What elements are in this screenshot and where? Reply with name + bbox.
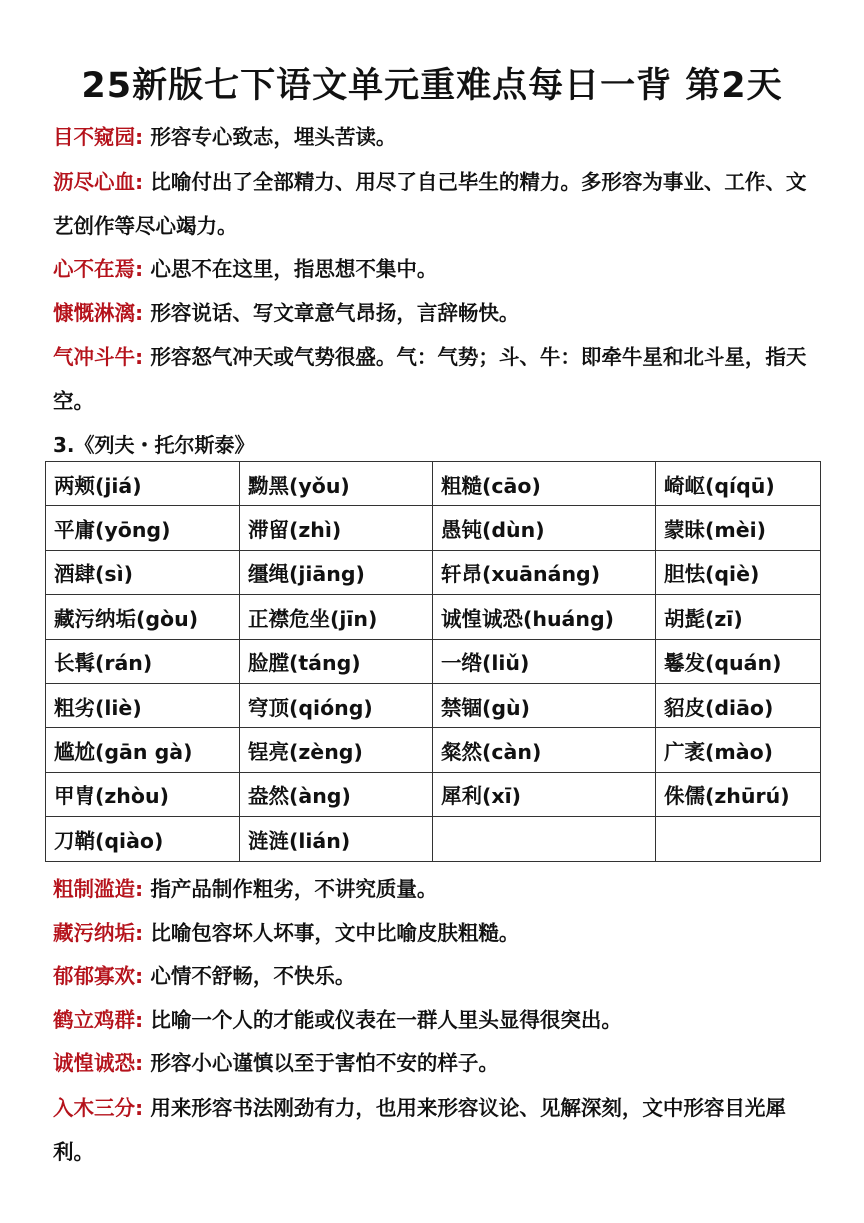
table-cell: 平庸(yōng)	[46, 506, 240, 550]
table-cell: 盎然(àng)	[240, 772, 433, 816]
table-row	[46, 595, 821, 639]
table-cell: 侏儒(zhūrú)	[656, 772, 821, 816]
idiom-entry	[53, 1041, 813, 1085]
page-title: 25新版七下语文单元重难点每日一背 第2天	[81, 66, 783, 106]
idiom-term: 心不在焉:	[53, 257, 144, 281]
idiom-term: 郁郁寡欢:	[53, 964, 144, 988]
idiom-entry	[53, 247, 813, 291]
idiom-term: 藏污纳垢:	[53, 921, 144, 945]
idiom-term: 鹤立鸡群:	[53, 1008, 144, 1032]
table-cell: 禁锢(gù)	[433, 683, 656, 727]
table-cell: 锃亮(zèng)	[240, 728, 433, 772]
idiom-entry	[53, 998, 813, 1042]
table-cell: 甲胄(zhòu)	[46, 772, 240, 816]
idiom-entry	[53, 160, 813, 248]
idiom-entry	[53, 335, 813, 423]
table-cell: 正襟危坐(jīn)	[240, 595, 433, 639]
table-row	[46, 817, 821, 861]
table-cell: 愚钝(dùn)	[433, 506, 656, 550]
table-cell: 貂皮(diāo)	[656, 683, 821, 727]
idiom-term: 诚惶诚恐:	[53, 1051, 144, 1075]
table-cell: 胆怯(qiè)	[656, 550, 821, 594]
table-cell: 尴尬(gān gà)	[46, 728, 240, 772]
idiom-entry	[53, 115, 813, 159]
table-cell: 黝黑(yǒu)	[240, 462, 433, 506]
idiom-term: 入木三分:	[53, 1096, 144, 1120]
idiom-definition: 心情不舒畅，不快乐。	[150, 964, 356, 988]
idiom-definition: 比喻包容坏人坏事，文中比喻皮肤粗糙。	[150, 921, 520, 945]
table-cell: 酒肆(sì)	[46, 550, 240, 594]
table-cell: 藏污纳垢(gòu)	[46, 595, 240, 639]
table-cell: 涟涟(lián)	[240, 817, 433, 861]
table-cell	[656, 817, 821, 861]
idiom-entry	[53, 911, 813, 955]
table-cell: 脸膛(táng)	[240, 639, 433, 683]
table-row	[46, 506, 821, 550]
table-cell: 一绺(liǔ)	[433, 639, 656, 683]
table-cell: 犀利(xī)	[433, 772, 656, 816]
table-cell: 穹顶(qióng)	[240, 683, 433, 727]
idiom-term: 慷慨淋漓:	[53, 301, 144, 325]
idiom-term: 沥尽心血:	[53, 170, 144, 194]
table-cell: 长髯(rán)	[46, 639, 240, 683]
vocabulary-table	[45, 461, 821, 862]
idiom-term: 粗制滥造:	[53, 877, 144, 901]
table-cell: 刀鞘(qiào)	[46, 817, 240, 861]
idiom-entry	[53, 291, 813, 335]
idiom-definition: 用来形容书法刚劲有力，也用来形容议论、见解深刻，文中形容目光犀利。	[53, 1096, 786, 1164]
table-cell: 广袤(mào)	[656, 728, 821, 772]
idiom-definition: 心思不在这里，指思想不集中。	[150, 257, 438, 281]
idiom-definition: 形容小心谨慎以至于害怕不安的样子。	[150, 1051, 499, 1075]
table-cell: 崎岖(qíqū)	[656, 462, 821, 506]
idiom-definition: 比喻付出了全部精力、用尽了自己毕生的精力。多形容为事业、工作、文艺创作等尽心竭力。	[53, 170, 807, 238]
table-cell: 轩昂(xuānáng)	[433, 550, 656, 594]
table-row	[46, 683, 821, 727]
table-cell: 胡髭(zī)	[656, 595, 821, 639]
idiom-definition: 指产品制作粗劣，不讲究质量。	[150, 877, 438, 901]
table-row	[46, 462, 821, 506]
idiom-term: 气冲斗牛:	[53, 345, 144, 369]
table-row	[46, 550, 821, 594]
table-cell: 滞留(zhì)	[240, 506, 433, 550]
idiom-definition: 形容怒气冲天或气势很盛。气：气势；斗、牛：即牵牛星和北斗星，指天空。	[53, 345, 807, 413]
idiom-definition: 形容说话、写文章意气昂扬，言辞畅快。	[150, 301, 520, 325]
table-cell: 粗劣(liè)	[46, 683, 240, 727]
idiom-definition: 形容专心致志，埋头苦读。	[150, 125, 397, 149]
idiom-entry	[53, 954, 813, 998]
table-cell: 粗糙(cāo)	[433, 462, 656, 506]
section-heading: 3.《列夫・托尔斯泰》	[53, 433, 255, 457]
table-cell: 粲然(càn)	[433, 728, 656, 772]
idiom-definition: 比喻一个人的才能或仪表在一群人里头显得很突出。	[150, 1008, 622, 1032]
table-cell	[433, 817, 656, 861]
idiom-term: 目不窥园:	[53, 125, 144, 149]
table-cell: 蒙昧(mèi)	[656, 506, 821, 550]
table-row	[46, 639, 821, 683]
table-cell: 鬈发(quán)	[656, 639, 821, 683]
table-cell: 缰绳(jiāng)	[240, 550, 433, 594]
idiom-entry	[53, 867, 813, 911]
idiom-entry	[53, 1086, 813, 1174]
table-row	[46, 728, 821, 772]
table-cell: 两颊(jiá)	[46, 462, 240, 506]
table-row	[46, 772, 821, 816]
table-cell: 诚惶诚恐(huáng)	[433, 595, 656, 639]
